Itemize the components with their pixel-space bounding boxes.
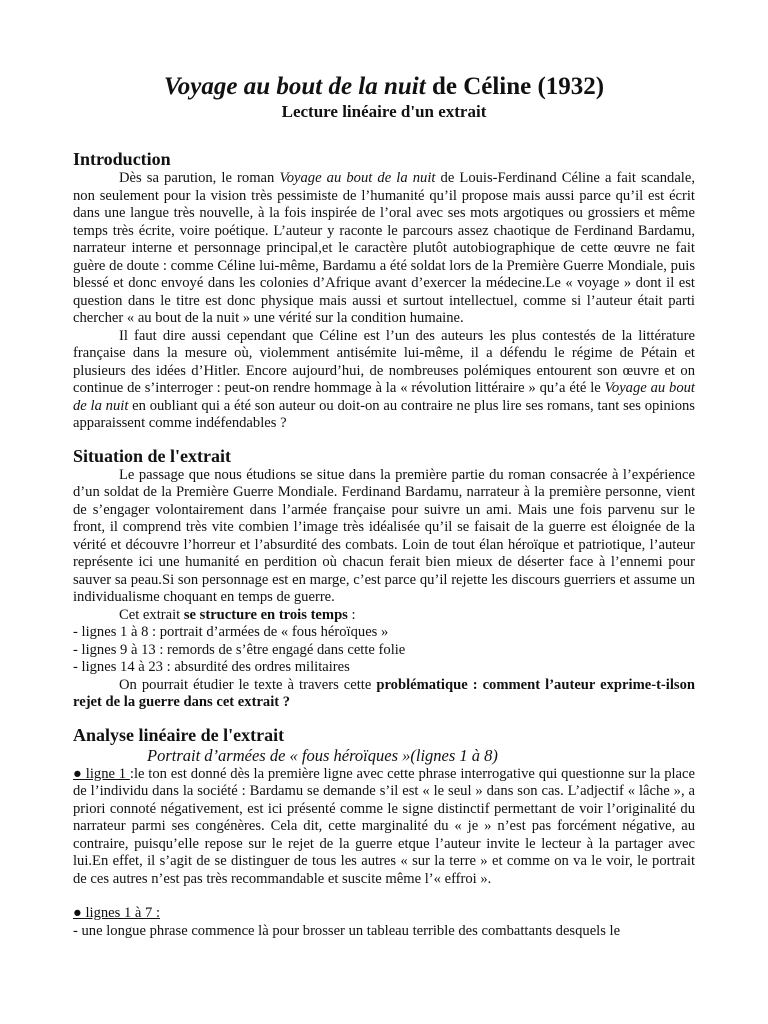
structure-item: - lignes 1 à 8 : portrait d’armées de « fous héroïques »	[73, 624, 389, 640]
structure-bold: se structure en trois temps	[183, 606, 348, 623]
analysis-bullet-2-text: - une longue phrase commence là pour brosser un tableau terrible des combattants desquels le	[73, 922, 621, 939]
structure-item: - lignes 14 à 23 : absurdité des ordres militaires	[73, 659, 350, 675]
bullet-1-label: ● ligne 1	[73, 765, 130, 782]
analysis-bullet-1	[73, 766, 695, 889]
situation-section	[73, 445, 695, 712]
problem-line	[73, 677, 695, 712]
intro-p1-italic: Voyage au bout de la nuit	[279, 170, 436, 186]
bullet-1-text: :le ton est donné dès la première ligne avec cette phrase interrogative qui questionne sur la place de l’individu dans la société : Bardamu se demande s’il est « le seul » dans son cas. L’adjectif « lâche », a priori connoté négativement, est ici présenté comme le signe distinctif permettant de voir l’originalité du narrateur parmi ses congénères. Cela dit, cette marginalité du « je » n’est pas forcément négative, au contraire, puisqu’elle repose sur le rejet de la guerre etque l’auteur invite le lecteur à la partager avec lui.En effet, il s’agit de se distinguer de tous les autres « sur la terre » et comme on va le voir, le portrait de ces autres n’est pas très recommandable et suscite même l’« effroi ».	[73, 765, 695, 887]
structure-start: Cet extrait	[119, 606, 184, 623]
structure-item: - lignes 9 à 13 : remords de s’être engagé dans cette folie	[73, 641, 406, 658]
intro-paragraph-2	[73, 328, 695, 433]
structure-end: :	[347, 606, 356, 623]
analysis-section	[73, 724, 695, 941]
title-rest: de Céline (1932)	[425, 73, 605, 100]
document-title	[73, 72, 695, 102]
situation-paragraph: Le passage que nous étudions se situe dans la première partie du roman consacrée à l’expérience d’un soldat de la Première Guerre Mondiale. Ferdinand Bardamu, narrateur à la première personne, vient de s’engager volontairement dans l’armée française pour suivre un ami. Mais une fois parvenu sur le front, il comprend très vite combien l’image très idéalisée qu’il se faisait de la guerre est éloignée de la vérité et découvre l’horreur et l’absurdité des combats. Loin de tout élan héroïque et patriotique, l’auteur représente ici une humanité en perdition où chacun ferait bien mieux de déserter face à l’ennemi pour sauver sa peau.Si son personnage est en marge, c’est parce qu’il rejette les discours guerriers et assume un individualisme choquant en temps de guerre.	[73, 466, 695, 605]
spacer	[73, 888, 695, 905]
analysis-heading: Analyse linéaire de l'extrait	[73, 724, 285, 745]
intro-p2-end: en oubliant qui a été son auteur ou doit-on au contraire ne plus lire ses romans, tant ses opinions apparaissent comme indéfendables ?	[73, 397, 695, 431]
structure-line	[73, 607, 695, 625]
intro-p1-end: de Louis-Ferdinand Céline a fait scandale, non seulement pour la vision très pessimiste de l’humanité qu’il propose mais aussi parce qu’il est écrit dans une langue très nouvelle, à la fois inspirée de l’oral avec ses mots argotiques ou grossiers et même temps très écrite, voire poétique. L’auteur y raconte le parcours assez chaotique de Ferdinand Bardamu, narrateur interne et personnage principal,et le caractère plutôt autobiographique de cette œuvre ne fait guère de doute : comme Céline lui-même, Bardamu a été soldat lors de la Première Guerre Mondiale, puis blessé et donc envoyé dans les colonies d’Afrique avant d’exercer la médecine.Le « voyage » dont il est question dans le titre est donc physique mais aussi et surtout intellectuel, comme si l’auteur était parti chercher « au bout de la nuit » une vérité sur la condition humaine.	[73, 170, 695, 326]
analysis-subheading: Portrait d’armées de « fous héroïques »(lignes 1 à 8)	[147, 745, 498, 765]
problem-start: On pourrait étudier le texte à travers cette	[119, 676, 377, 693]
analysis-bullet-2-label: ● lignes 1 à 7 :	[73, 905, 161, 921]
problem-bold: problématique : comment l’auteur exprime-t-ilson rejet de la guerre dans cet extrait ?	[73, 676, 695, 710]
title-italic: Voyage au bout de la nuit	[163, 73, 426, 100]
intro-p1-start: Dès sa parution, le roman	[119, 170, 280, 186]
intro-p2-italic: Voyage au bout de la nuit	[73, 380, 695, 414]
intro-paragraph-1	[73, 170, 695, 328]
intro-heading: Introduction	[73, 149, 171, 169]
document-subtitle: Lecture linéaire d'un extrait	[281, 102, 487, 121]
intro-p2-start: Il faut dire aussi cependant que Céline est l’un des auteurs les plus contestés de la littérature française dans la mesure où, violemment antisémite lui-même, il a défendu le régime de Pétain et plusieurs des idées d’Hitler. Encore aujourd’hui, de nombreuses polémiques entourent son œuvre et on continue de s’interroger : peut-on rendre hommage à la « révolution littéraire » qu’a été le	[73, 327, 695, 396]
situation-heading: Situation de l'extrait	[73, 445, 231, 466]
